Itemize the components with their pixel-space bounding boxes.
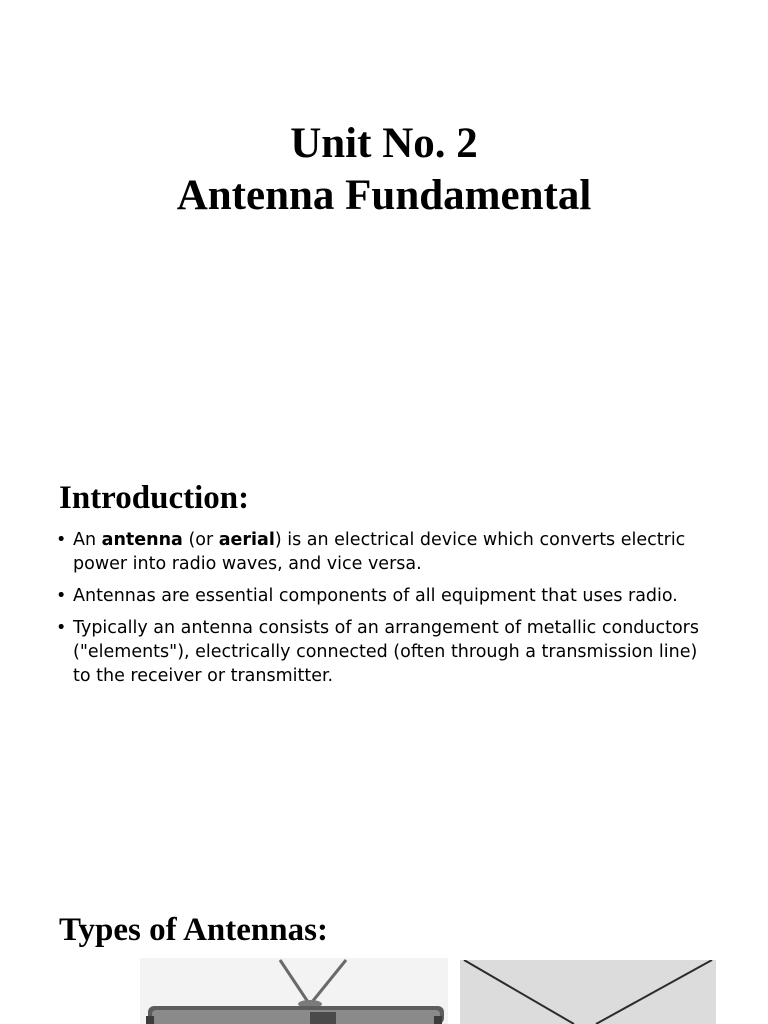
bullet-marker: • [56, 586, 67, 606]
bullet-text: Antennas are essential components of all equipment that uses radio. [73, 586, 678, 606]
bullet-marker: • [56, 530, 67, 550]
v-antenna-image [460, 960, 716, 1024]
introduction-heading: Introduction: [59, 480, 250, 516]
types-heading: Types of Antennas: [59, 912, 328, 948]
slide-title-topic: Antenna Fundamental [176, 172, 592, 219]
bullet-text: Typically an antenna consists of an arrangement of metallic conductors ("elements"), electrically connected (often through a transmission line) to the receiver or transmitter. [73, 618, 699, 686]
tv-with-rabbit-ear-antenna-icon [140, 958, 448, 1024]
v-dipole-antenna-icon [460, 960, 716, 1024]
types-of-antennas-slide [0, 880, 768, 1024]
title-slide [0, 0, 768, 440]
tv-antenna-image [140, 958, 448, 1024]
bold-term-aerial: aerial [218, 530, 275, 550]
bullet-marker: • [56, 618, 67, 638]
slide-title-unit: Unit No. 2 [290, 120, 478, 167]
bullet-text [73, 530, 685, 574]
bold-term-antenna: antenna [101, 530, 183, 550]
bullet-item [56, 584, 716, 608]
bullet-item [56, 528, 716, 576]
bullet-item [56, 616, 716, 688]
bullet-text-part: ) is an electrical device which converts electric power into radio waves, and vice versa. [73, 530, 686, 574]
bullet-text-part: An [73, 530, 102, 550]
bullet-text-part: (or [182, 530, 219, 550]
introduction-bullet-list [56, 528, 716, 696]
introduction-slide [0, 440, 768, 880]
